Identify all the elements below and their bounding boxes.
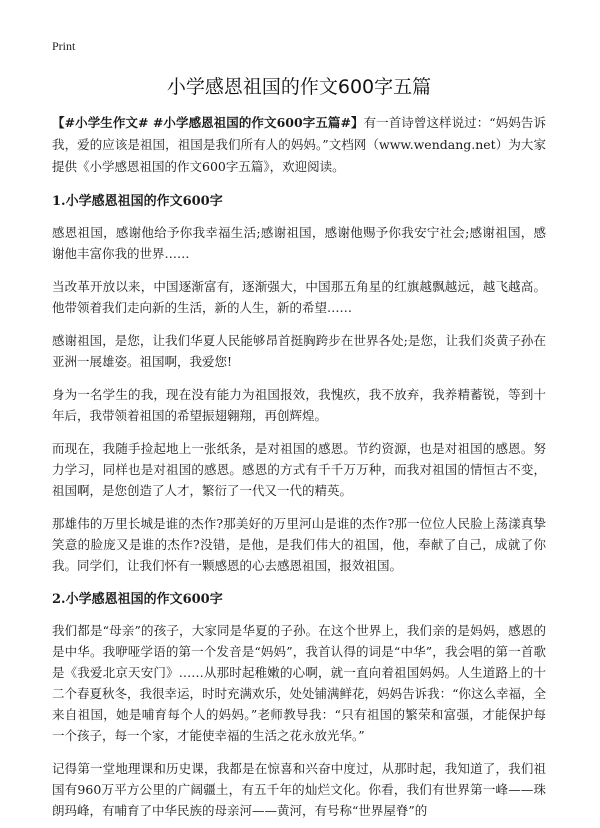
section1-paragraph: 当改革开放以来，中国逐渐富有，逐渐强大，中国那五角星的红旗越飘越远，越飞越高。他带领着我们走向新的生活，新的人生，新的希望…… bbox=[52, 279, 546, 315]
section1-paragraph: 那雄伟的万里长城是谁的杰作?那美好的万里河山是谁的杰作?那一位位人民脸上荡漾真挚笑意的脸庞又是谁的杰作?没错，是他，是我们伟大的祖国，他，奉献了自己，成就了你我。同学们，让我们怀有一颗感恩的心去感恩祖国，报效祖国。 bbox=[52, 516, 546, 573]
intro-text: 有一首诗曾这样说过：“妈妈告诉我，爱的应该是祖国，祖国是我们所有人的妈妈。”文档网（www.wendang.net）为大家提供《小学感恩祖国的作文600字五篇》，欢迎阅读。 bbox=[52, 115, 546, 174]
section1-paragraph: 感谢祖国，是您，让我们华夏人民能够昂首挺胸跨步在世界各处;是您，让我们炎黄子孙在亚洲一展雄姿。祖国啊，我爱您! bbox=[52, 333, 546, 369]
section1-paragraph: 感恩祖国，感谢他给予你我幸福生活;感谢祖国，感谢他赐予你我安宁社会;感谢祖国，感谢他丰富你我的世界…… bbox=[52, 225, 546, 261]
section2-paragraph: 记得第一堂地理课和历史课，我都是在惊喜和兴奋中度过，从那时起，我知道了，我们祖国有960万平方公里的广阔疆土，有五千年的灿烂文化。你看，我们有世界第一峰——珠朗玛峰，有哺育了中华民族的母亲河——黄河，有号称“世界屋脊”的 bbox=[52, 761, 546, 818]
intro-paragraph bbox=[52, 112, 546, 178]
section1-paragraph: 身为一名学生的我，现在没有能力为祖国报效，我愧疚，我不放弃，我养精蓄锐，等到十年后，我带领着祖国的希望振翅翱翔，再创辉煌。 bbox=[52, 387, 546, 423]
section-title-1: 1.小学感恩祖国的作文600字 bbox=[52, 194, 223, 209]
section-title-2: 2.小学感恩祖国的作文600字 bbox=[52, 592, 223, 607]
section1-paragraph: 而现在，我随手捡起地上一张纸条，是对祖国的感恩。节约资源，也是对祖国的感恩。努力学习，同样也是对祖国的感恩。感恩的方式有千千万万种，而我对祖国的情恒古不变，祖国啊，是您创造了人才，繁衍了一代又一代的精英。 bbox=[52, 441, 546, 498]
document-title: 小学感恩祖国的作文600字五篇 bbox=[166, 76, 432, 98]
intro-tag: 【#小学生作文# #小学感恩祖国的作文600字五篇#】 bbox=[52, 115, 364, 130]
print-label[interactable]: Print bbox=[52, 39, 76, 53]
section2-paragraph: 我们都是“母亲”的孩子，大家同是华夏的子孙。在这个世界上，我们亲的是妈妈，感恩的是中华。我咿哑学语的第一个发音是“妈妈”，我首认得的词是“中华”，我会唱的第一首歌是《我爱北京天安门》……从那时起稚嫩的心啊，就一直向着祖国妈妈。人生道路上的十二个春夏秋冬，我很幸运，时时充满欢乐，处处铺满鲜花，妈妈告诉我：“你这么幸福，全来自祖国，她是哺育每个人的妈妈。”老师教导我：“只有祖国的繁荣和富强，才能保护每一个孩子，每一个家，才能使幸福的生活之花永放光华。” bbox=[52, 623, 546, 743]
